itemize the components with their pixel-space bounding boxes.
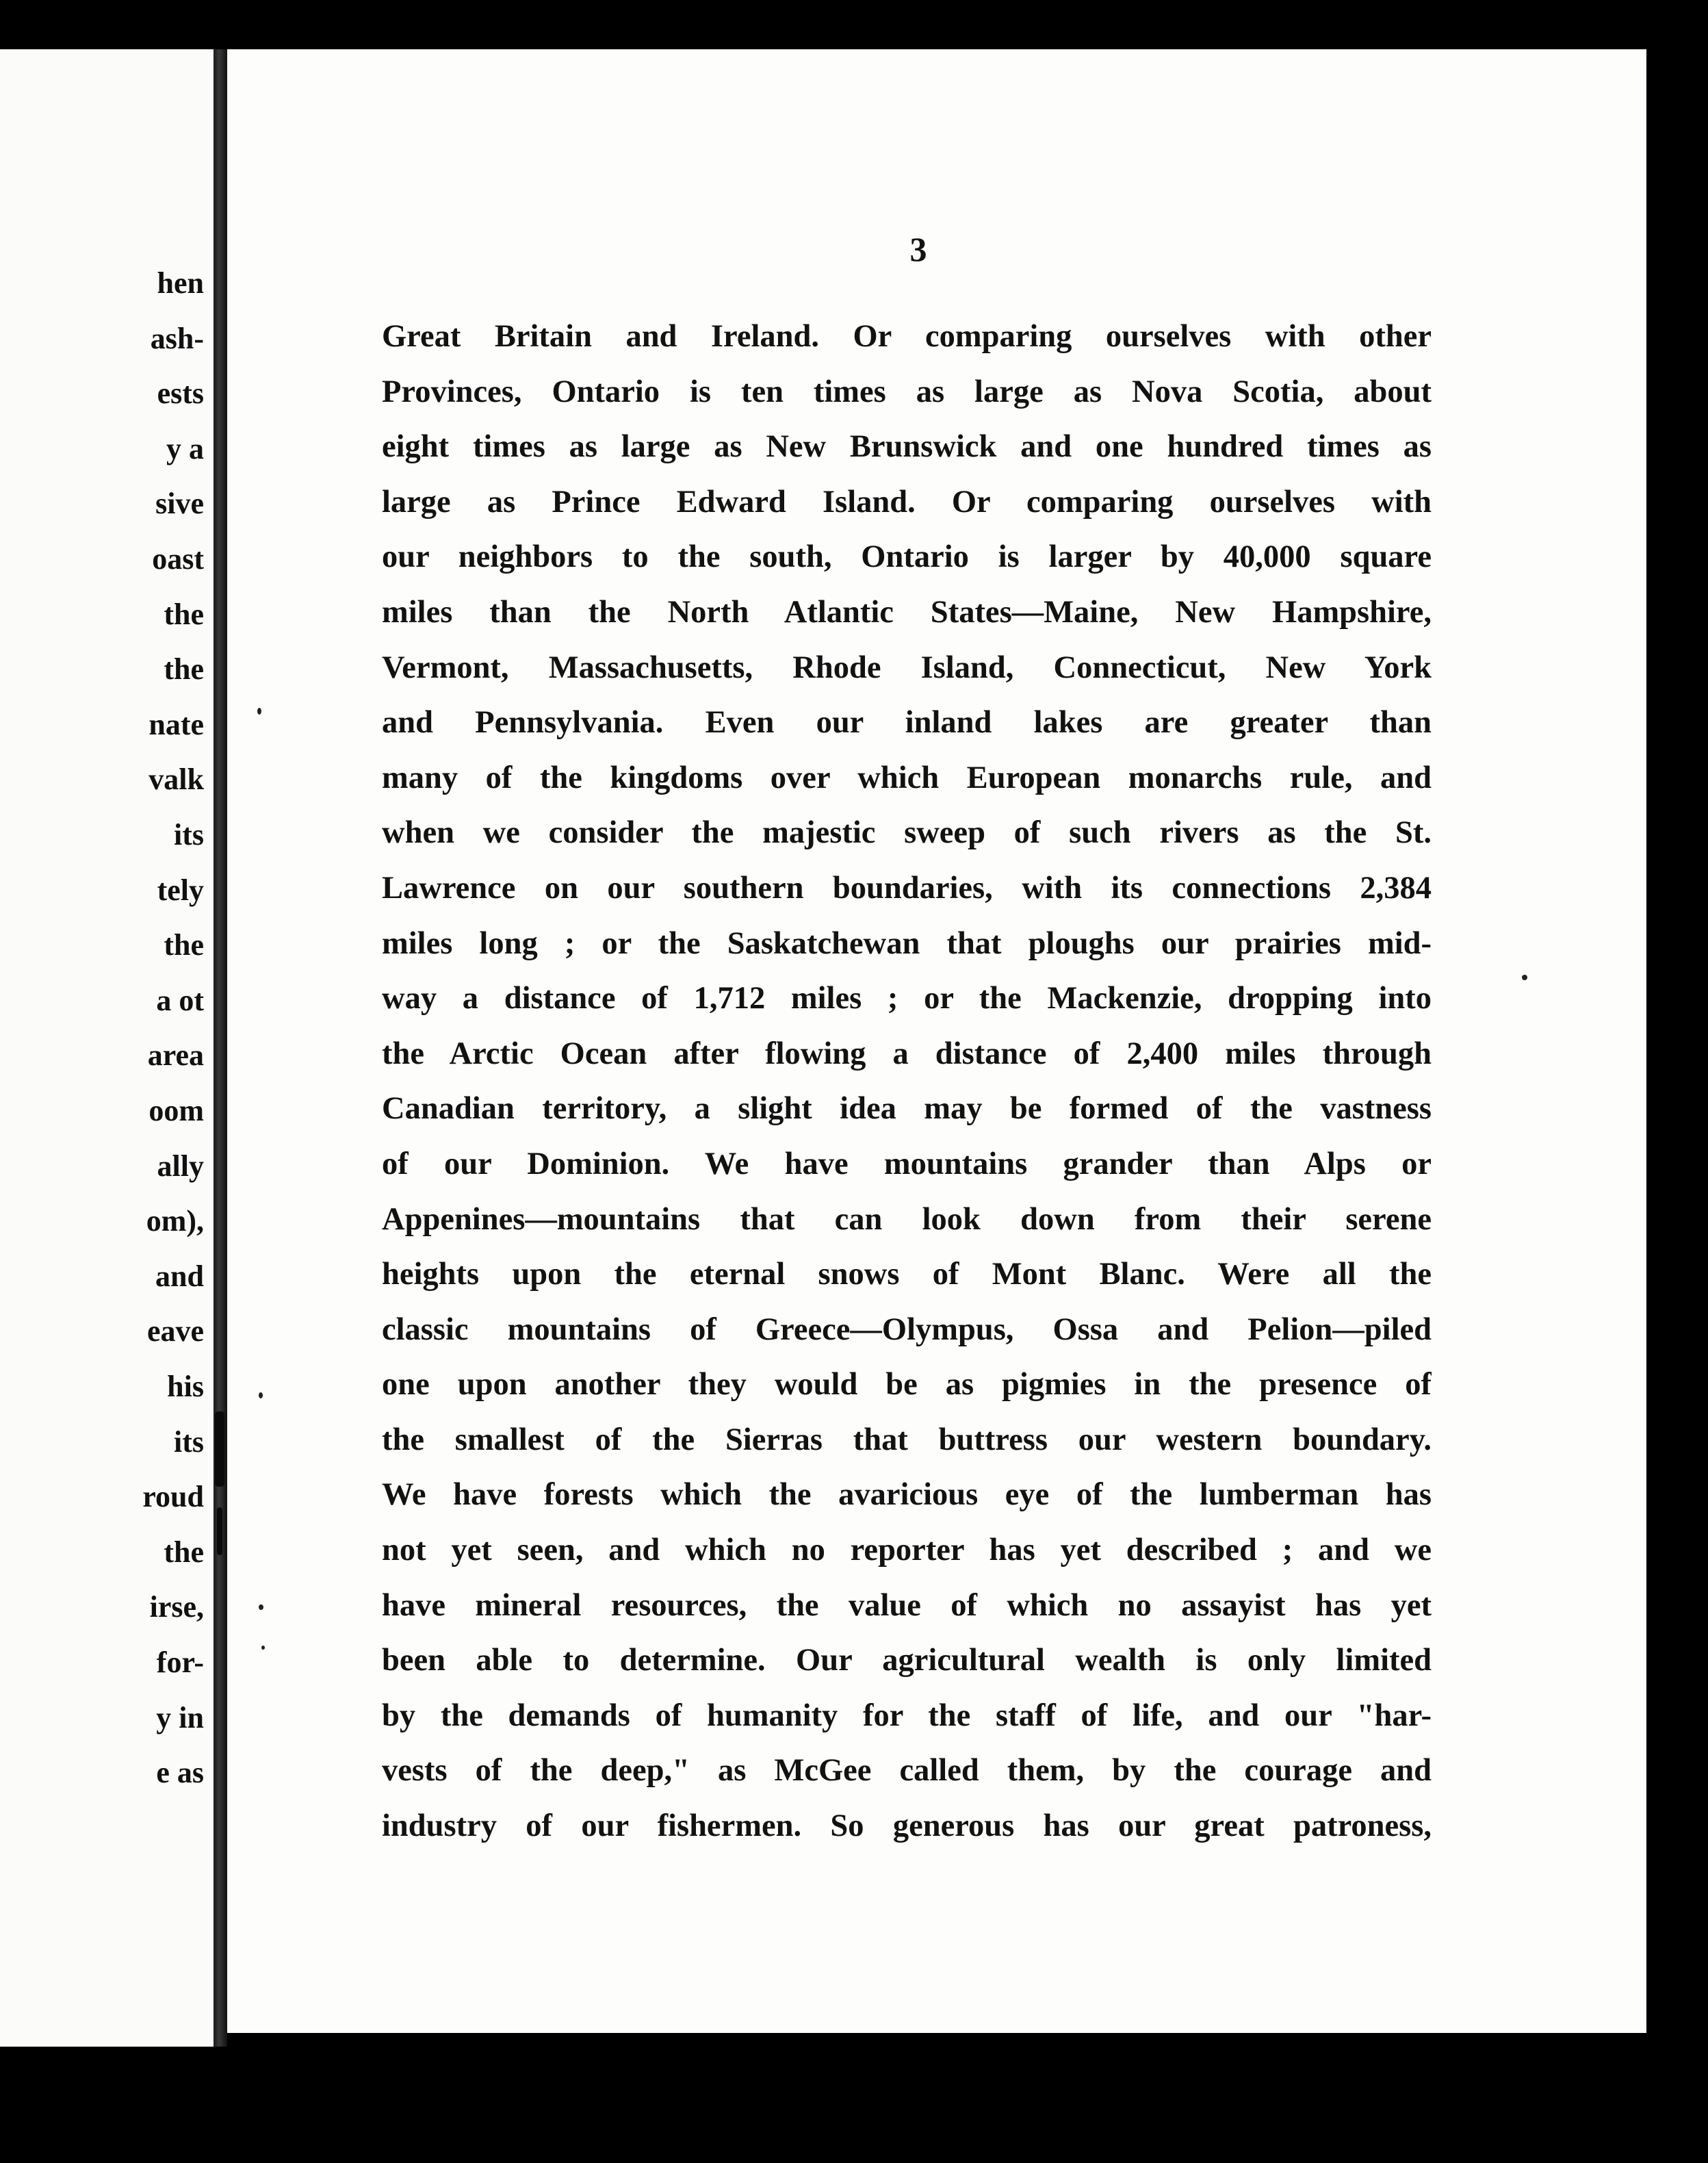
gutter-blemish — [215, 1411, 224, 1487]
text-line: have mineral resources, the value of which no assayist has yet — [382, 1587, 1432, 1623]
text-line: many of the kingdoms over which European monarchs rule, and — [382, 760, 1432, 795]
text-line: eight times as large as New Brunswick and one hundred times as — [382, 429, 1432, 465]
left-page-line-fragment: tely — [157, 873, 204, 907]
left-page-line-fragment: oast — [152, 542, 204, 576]
ink-speck — [259, 1604, 263, 1610]
ink-speck — [1522, 975, 1527, 980]
left-page-line-fragment: its — [174, 818, 204, 852]
text-line: the smallest of the Sierras that buttress our western boundary. — [382, 1422, 1432, 1457]
text-line: Vermont, Massachusetts, Rhode Island, Connecticut, New York — [382, 650, 1432, 685]
text-line: Canadian territory, a slight idea may be formed of the vastness — [382, 1091, 1432, 1127]
left-page-line-fragment: valk — [148, 763, 204, 797]
text-line: way a distance of 1,712 miles ; or the Mackenzie, dropping into — [382, 981, 1432, 1016]
left-page-line-fragment: hen — [157, 266, 204, 300]
page-number: 3 — [909, 230, 927, 268]
gutter-blemish — [217, 1507, 222, 1555]
ink-speck — [261, 1646, 265, 1650]
text-line: our neighbors to the south, Ontario is larger by 40,000 square — [382, 539, 1432, 575]
left-page-line-fragment: roud — [142, 1480, 204, 1514]
left-page-line-fragment: its — [174, 1424, 204, 1459]
ink-speck — [259, 1392, 263, 1398]
text-line: Provinces, Ontario is ten times as large as Nova Scotia, about — [382, 374, 1432, 409]
text-line: of our Dominion. We have mountains grander than Alps or — [382, 1146, 1432, 1181]
left-page-line-fragment: om), — [146, 1204, 204, 1238]
text-line: Lawrence on our southern boundaries, with its connections 2,384 — [382, 870, 1432, 906]
left-page-line-fragment: the — [164, 928, 204, 962]
left-page-line-fragment: e as — [156, 1756, 204, 1790]
right-page — [227, 49, 1646, 2033]
left-page-line-fragment: a ot — [156, 983, 204, 1017]
text-line: the Arctic Ocean after flowing a distance of 2,400 miles through — [382, 1036, 1432, 1071]
left-page-line-fragment: y in — [156, 1700, 204, 1735]
left-page-line-fragment: for- — [156, 1646, 204, 1679]
left-page-line-fragment: area — [147, 1038, 204, 1073]
ink-speck — [257, 708, 261, 715]
text-line: been able to determine. Our agricultural wealth is only limited — [382, 1643, 1432, 1678]
left-page-line-fragment: the — [164, 1535, 204, 1569]
text-line: one upon another they would be as pigmies in the presence of — [382, 1367, 1432, 1403]
text-line: when we consider the majestic sweep of such rivers as the St. — [382, 815, 1432, 851]
left-page-line-fragment: the — [164, 652, 204, 687]
left-page-line-fragment: his — [167, 1370, 204, 1403]
left-page-line-fragment: ally — [157, 1149, 204, 1183]
left-page-line-fragment: ash- — [150, 321, 204, 355]
left-page-line-fragment: nate — [148, 707, 204, 741]
left-page-line-fragment: sive — [155, 487, 204, 521]
text-line: We have forests which the avaricious eye of the lumberman has — [382, 1477, 1432, 1513]
left-page-line-fragment: and — [155, 1259, 204, 1293]
text-line: heights upon the eternal snows of Mont Blanc. Were all the — [382, 1257, 1432, 1292]
text-line: miles than the North Atlantic States—Maine, New Hampshire, — [382, 594, 1432, 630]
left-page-line-fragment: oom — [148, 1094, 204, 1127]
text-line: large as Prince Edward Island. Or comparing ourselves with — [382, 484, 1432, 520]
text-line: vests of the deep," as McGee called them, by the courage and — [382, 1753, 1432, 1789]
left-page-line-fragment: eave — [146, 1314, 204, 1348]
text-line: and Pennsylvania. Even our inland lakes are greater than — [382, 705, 1432, 741]
text-line: by the demands of humanity for the staff of life, and our "har- — [382, 1698, 1432, 1733]
text-line: classic mountains of Greece—Olympus, Ossa and Pelion—piled — [382, 1311, 1432, 1347]
left-page-line-fragment: ests — [157, 376, 204, 411]
text-line: not yet seen, and which no reporter has yet described ; and we — [382, 1533, 1432, 1568]
text-line: Great Britain and Ireland. Or comparing ourselves with other — [382, 319, 1432, 354]
left-page-line-fragment: y a — [166, 431, 204, 465]
left-page-line-fragment: irse, — [149, 1590, 204, 1624]
body-text — [382, 309, 1432, 1854]
left-page — [0, 49, 214, 2047]
page-gutter — [214, 49, 227, 2047]
left-page-line-fragment: the — [164, 597, 204, 631]
text-line: Appenines—mountains that can look down from their serene — [382, 1201, 1432, 1237]
text-line: industry of our fishermen. So generous has our great patroness, — [382, 1808, 1432, 1844]
text-line: miles long ; or the Saskatchewan that ploughs our prairies mid- — [382, 925, 1432, 961]
